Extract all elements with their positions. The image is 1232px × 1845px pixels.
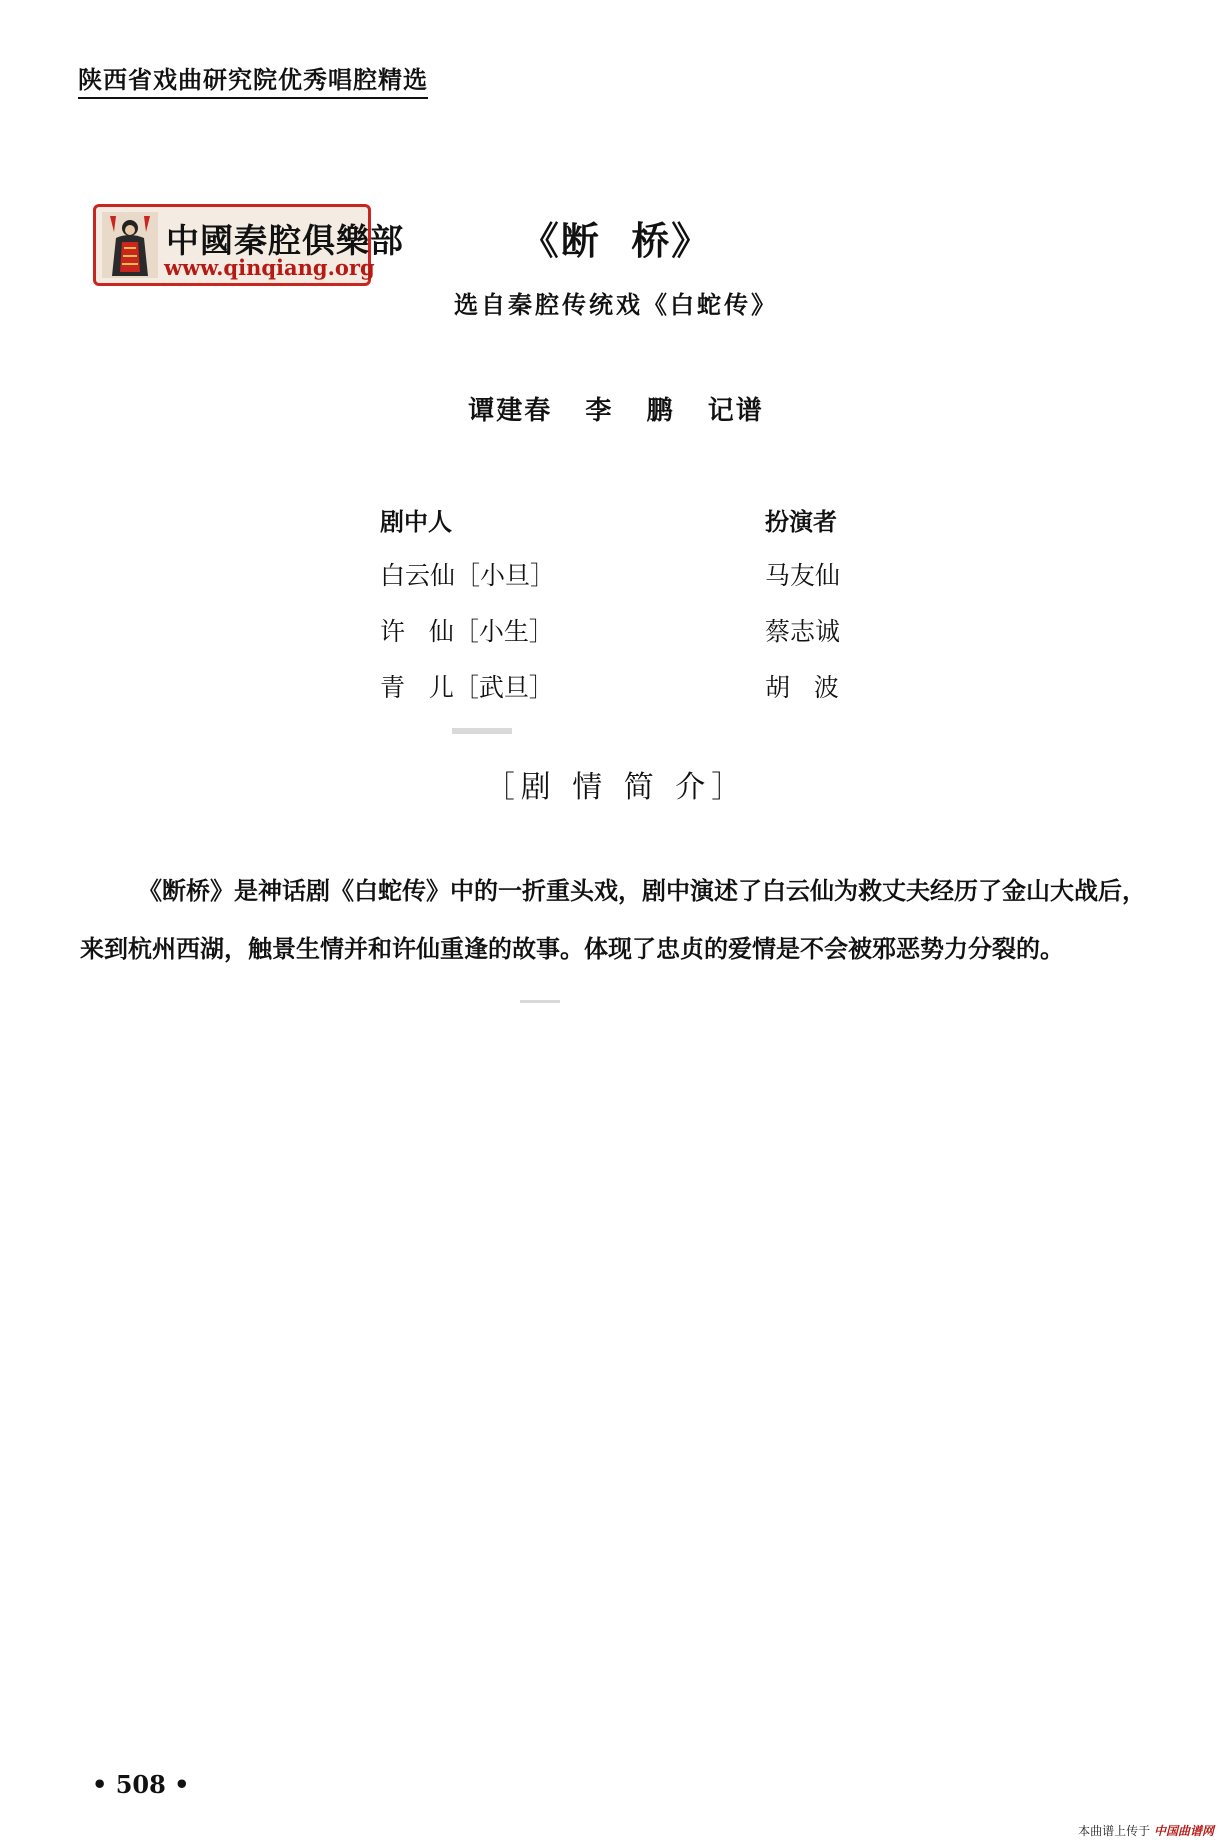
cast-role-2: 许 仙［小生］	[380, 617, 554, 646]
page-number: • 508 •	[92, 1770, 190, 1799]
synopsis-heading: ［剧 情 简 介］	[484, 770, 748, 805]
synopsis-text: 《断桥》是神话剧《白蛇传》中的一折重头戏，剧中演述了白云仙为救丈夫经历了金山大战后，来到杭州西湖，触景生情并和许仙重逢的故事。体现了忠贞的爱情是不会被邪恶势力分裂的。	[80, 877, 1146, 963]
cast-actor-header: 扮演者	[765, 508, 837, 536]
cast-role-1: 白云仙［小旦］	[380, 561, 556, 590]
upload-footer[interactable]	[1078, 1822, 1214, 1839]
cast-actor-3: 胡 波	[765, 673, 839, 702]
scan-speck	[452, 728, 512, 734]
cast-role-3: 青 儿［武旦］	[380, 673, 554, 702]
piece-subtitle: 选自秦腔传统戏《白蛇传》	[454, 290, 778, 319]
cast-actor-1: 马友仙	[765, 561, 841, 590]
notation-credit: 谭建春 李 鹏 记谱	[468, 396, 764, 426]
footer-prefix: 本曲谱上传于	[1078, 1824, 1151, 1838]
running-header: 陕西省戏曲研究院优秀唱腔精选	[78, 60, 428, 99]
cast-actor-2: 蔡志诚	[765, 617, 841, 646]
cast-role-header: 剧中人	[380, 508, 452, 536]
logo-chinese-name: 中國秦腔俱樂部	[166, 221, 404, 260]
piece-title: 《断 桥》	[520, 218, 712, 263]
scan-speck	[520, 1000, 560, 1003]
footer-site-link[interactable]: 中国曲谱网	[1153, 1824, 1214, 1838]
logo-url[interactable]: www.qinqiang.org	[164, 255, 375, 280]
